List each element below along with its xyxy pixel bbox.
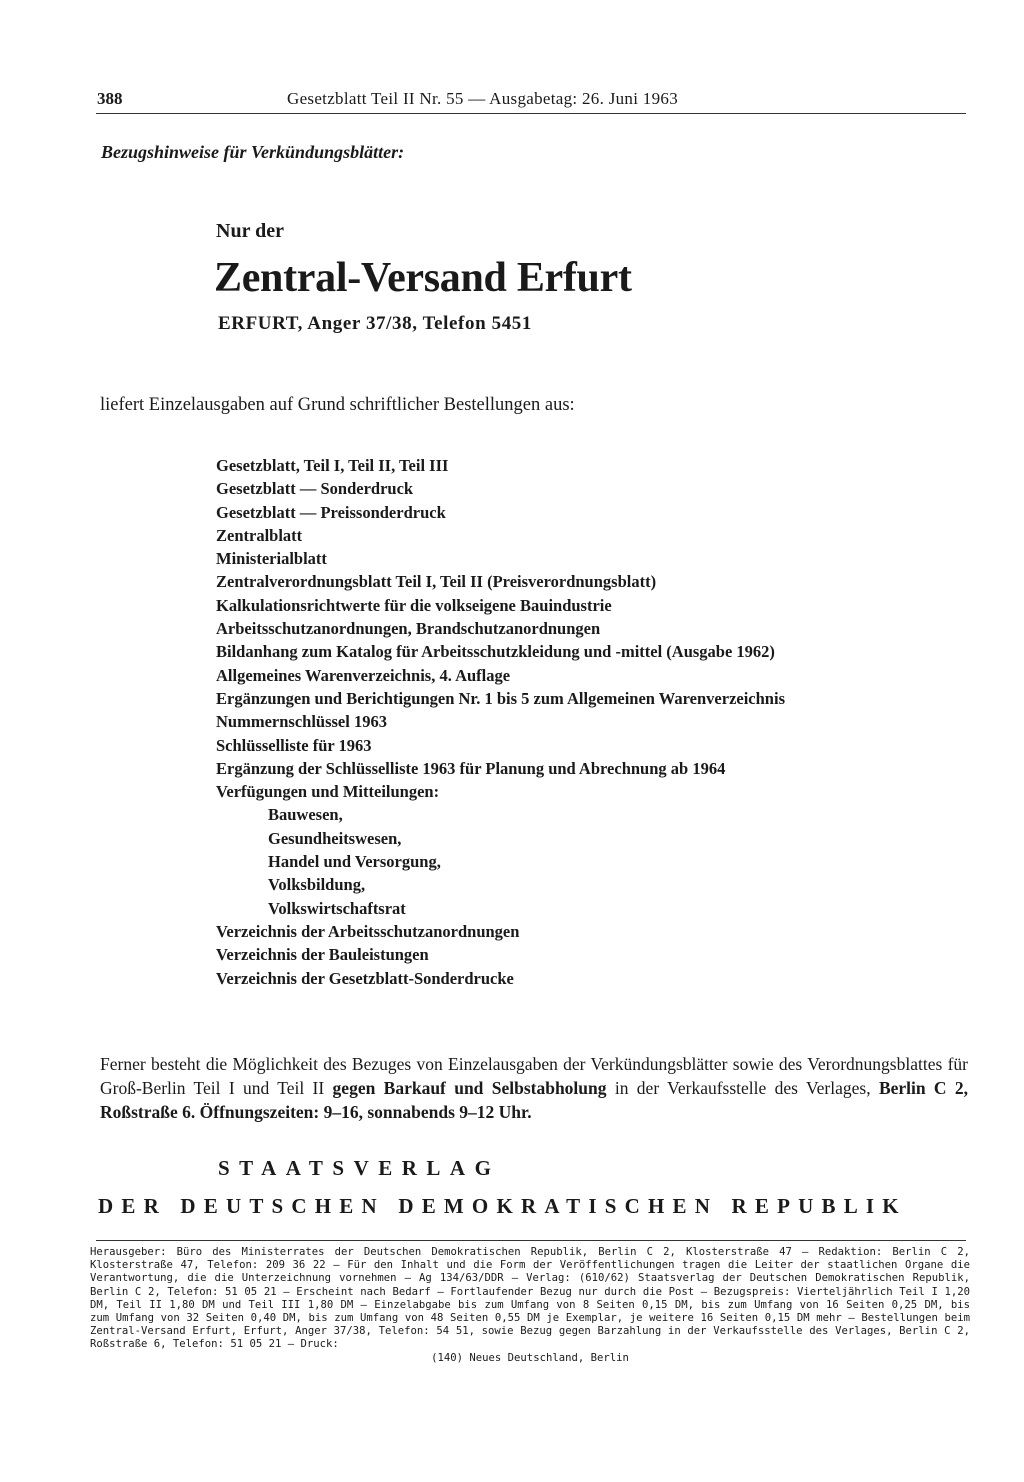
list-item: Bildanhang zum Katalog für Arbeitsschutzkleidung und -mittel (Ausgabe 1962) xyxy=(216,642,775,662)
list-item: Ergänzung der Schlüsselliste 1963 für Planung und Abrechnung ab 1964 xyxy=(216,758,726,778)
list-subitem: Gesundheitswesen, xyxy=(268,828,402,848)
impressum xyxy=(90,1246,970,1365)
vendor-intro: Nur der xyxy=(216,220,284,242)
list-item: Allgemeines Warenverzeichnis, 4. Auflage xyxy=(216,665,511,685)
list-subitem: Volksbildung, xyxy=(268,875,366,895)
list-subitem: Bauwesen, xyxy=(268,805,343,825)
list-subitem: Handel und Versorgung, xyxy=(268,852,441,872)
publisher-name-line2: DER DEUTSCHEN DEMOKRATISCHEN REPUBLIK xyxy=(98,1194,907,1218)
list-item: Zentralblatt xyxy=(216,525,303,545)
impressum-printer: (140) Neues Deutschland, Berlin xyxy=(431,1351,629,1364)
footer-rule xyxy=(96,1240,966,1241)
list-item: Ministerialblatt xyxy=(216,549,327,569)
running-head: Gesetzblatt Teil II Nr. 55 — Ausgabetag: 26. Juni 1963 xyxy=(287,89,678,108)
list-item: Verzeichnis der Bauleistungen xyxy=(216,945,429,965)
vendor-name: Zentral-Versand Erfurt xyxy=(214,255,632,301)
list-item: Nummernschlüssel 1963 xyxy=(216,712,387,732)
publisher-name-line1: STAATSVERLAG xyxy=(218,1156,501,1180)
publication-list xyxy=(216,454,785,990)
list-item: Ergänzungen und Berichtigungen Nr. 1 bis 5 zum Allgemeinen Warenverzeichnis xyxy=(216,688,785,708)
list-subitem: Volkswirtschaftsrat xyxy=(268,898,406,918)
list-item: Gesetzblatt, Teil I, Teil II, Teil III xyxy=(216,456,449,475)
list-item: Zentralverordnungsblatt Teil I, Teil II (Preisverordnungsblatt) xyxy=(216,572,657,592)
purchase-info-address: Berlin C 2, Roßstraße 6. xyxy=(100,1077,969,1122)
list-item: Gesetzblatt — Preissonderdruck xyxy=(216,502,446,522)
list-item: Verzeichnis der Gesetzblatt-Sonderdrucke xyxy=(216,968,514,988)
list-item: Arbeitsschutzanordnungen, Brandschutzanordnungen xyxy=(216,619,601,639)
vendor-address: ERFURT, Anger 37/38, Telefon 5451 xyxy=(218,313,533,334)
page-number: 388 xyxy=(97,89,123,108)
purchase-info-emphasis: gegen Barkauf und Selbstabholung xyxy=(332,1077,607,1098)
list-item: Kalkulationsrichtwerte für die volkseigene Bauindustrie xyxy=(216,595,612,615)
list-item: Verzeichnis der Arbeitsschutzanordnungen xyxy=(216,921,520,941)
opening-hours: Öffnungszeiten: 9–16, sonnabends 9–12 Uhr. xyxy=(199,1101,532,1122)
section-heading: Bezugshinweise für Verkündungsblätter: xyxy=(101,142,405,162)
list-item: Schlüsselliste für 1963 xyxy=(216,735,372,755)
header-rule xyxy=(96,113,966,114)
purchase-info-text: Ferner besteht die Möglichkeit des Bezuges von Einzelausgaben der Verkündungsblätter sowie des Verordnungsblattes für Groß-Berlin Teil I und Teil II xyxy=(100,1053,968,1098)
list-item: Gesetzblatt — Sonderdruck xyxy=(216,479,414,499)
list-item: Verfügungen und Mitteilungen: xyxy=(216,782,440,802)
lead-text: liefert Einzelausgaben auf Grund schriftlicher Bestellungen aus: xyxy=(100,395,575,415)
purchase-info-text: in der Verkaufsstelle des Verlages, xyxy=(614,1077,871,1098)
impressum-text: Herausgeber: Büro des Ministerrates der Deutschen Demokratischen Republik, Berlin C 2, Klosterstraße 47 — Redaktion: Berlin C 2, Klosterstraße 47, Telefon: 209 36 22 — Für den Inhalt und die Form der Veröffentlichungen tragen die Leiter der staatlichen Organe die Verantwortung, die die Unterzeichnung vornehmen — Ag 134/63/DDR — Verlag: (610/62) Staatsverlag der Deutschen Demokratischen Republik, Berlin C 2, Telefon: 51 05 21 — Erscheint nach Bedarf — Fortlaufender Bezug nur durch die Post — Bezugspreis: Vierteljährlich Teil I 1,20 DM, Teil II 1,80 DM und Teil III 1,80 DM — Einzelabgabe bis zum Umfang von 8 Seiten 0,15 DM, bis zum Umfang von 16 Seiten 0,25 DM, bis zum Umfang von 32 Seiten 0,40 DM, bis zum Umfang von 48 Seiten 0,55 DM je Exemplar, je weitere 16 Seiten 0,15 DM mehr — Bestellungen beim Zentral-Versand Erfurt, Erfurt, Anger 37/38, Telefon: 54 51, sowie Bezug gegen Barzahlung in der Verkaufsstelle des Verlages, Berlin C 2, Roßstraße 6, Telefon: 51 05 21 — Druck: xyxy=(90,1246,970,1351)
purchase-info-paragraph xyxy=(100,1052,968,1124)
